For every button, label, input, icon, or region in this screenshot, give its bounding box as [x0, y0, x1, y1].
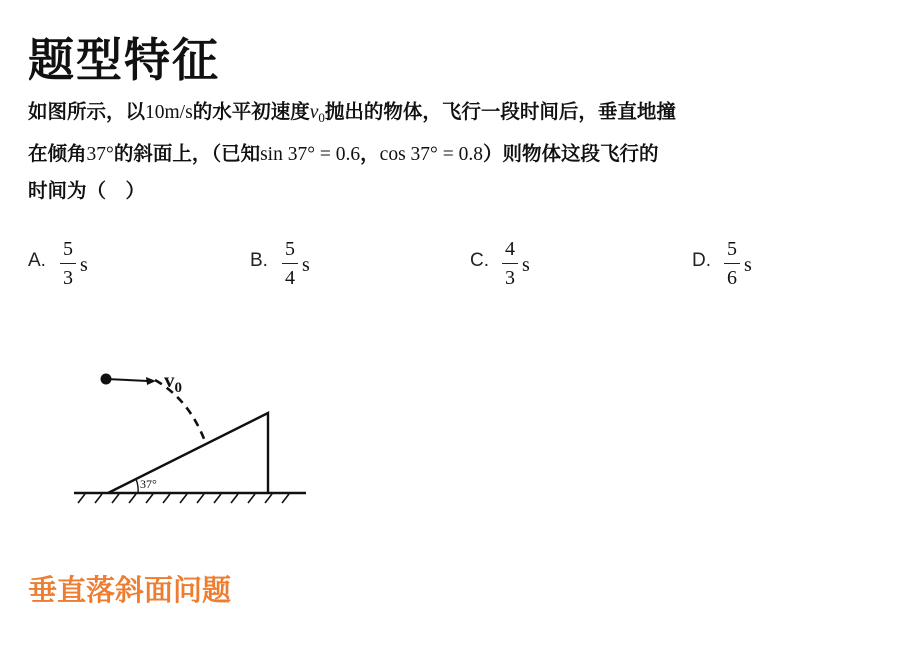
option-letter: B. — [250, 250, 268, 271]
page-title: 题型特征 — [28, 33, 220, 87]
answer-options — [28, 236, 908, 306]
option-fraction — [724, 236, 740, 291]
question-line-1: 如图所示，以10m/s的水平初速度$v_0$抛出的物体，飞行一段时间后，垂直地撞 — [28, 100, 676, 125]
incline-diagram — [60, 360, 320, 510]
option-unit: s — [302, 254, 310, 276]
ground-hatching — [78, 494, 289, 503]
fraction-bar — [282, 263, 298, 264]
option-letter: C. — [470, 250, 489, 271]
incline-figure — [60, 360, 320, 510]
option-fraction — [502, 236, 518, 291]
fraction-denominator: 4 — [285, 267, 295, 289]
initial-speed-value: 10m/s — [145, 102, 193, 123]
velocity-symbol: $v_0$ — [309, 102, 325, 125]
option-letter: D. — [692, 250, 711, 271]
velocity-arrow — [106, 379, 148, 381]
cos-formula: cos 37° = 0.8 — [379, 144, 483, 165]
option-fraction — [282, 236, 298, 291]
fraction-denominator: 6 — [727, 267, 737, 289]
fraction-bar — [724, 263, 740, 264]
sin-formula: sin 37° = 0.6 — [260, 144, 361, 165]
incline-angle-value: 37° — [86, 144, 114, 165]
fraction-numerator: 4 — [505, 238, 515, 260]
option-fraction — [60, 236, 76, 291]
question-line-2: 在倾角37°的斜面上，（已知sin 37° = 0.6，cos 37° = 0.8）则物体这段飞行的 — [28, 142, 659, 165]
option-letter: A. — [28, 250, 46, 271]
fraction-numerator: 5 — [285, 238, 295, 260]
option-unit: s — [744, 254, 752, 276]
angle-label: 37° — [140, 477, 157, 491]
question-line-3: 时间为（ ） — [28, 179, 146, 202]
fraction-numerator: 5 — [63, 238, 73, 260]
question-text — [28, 94, 898, 209]
section-heading: 垂直落斜面问题 — [28, 573, 232, 607]
fraction-denominator: 3 — [63, 267, 73, 289]
fraction-bar — [60, 263, 76, 264]
angle-arc — [136, 479, 138, 493]
velocity-label: $v_0$ — [164, 368, 182, 396]
option-unit: s — [80, 254, 88, 276]
fraction-denominator: 3 — [505, 267, 515, 289]
fraction-numerator: 5 — [727, 238, 737, 260]
fraction-bar — [502, 263, 518, 264]
arrow-head — [146, 377, 156, 385]
option-unit: s — [522, 254, 530, 276]
incline-triangle — [108, 413, 268, 493]
